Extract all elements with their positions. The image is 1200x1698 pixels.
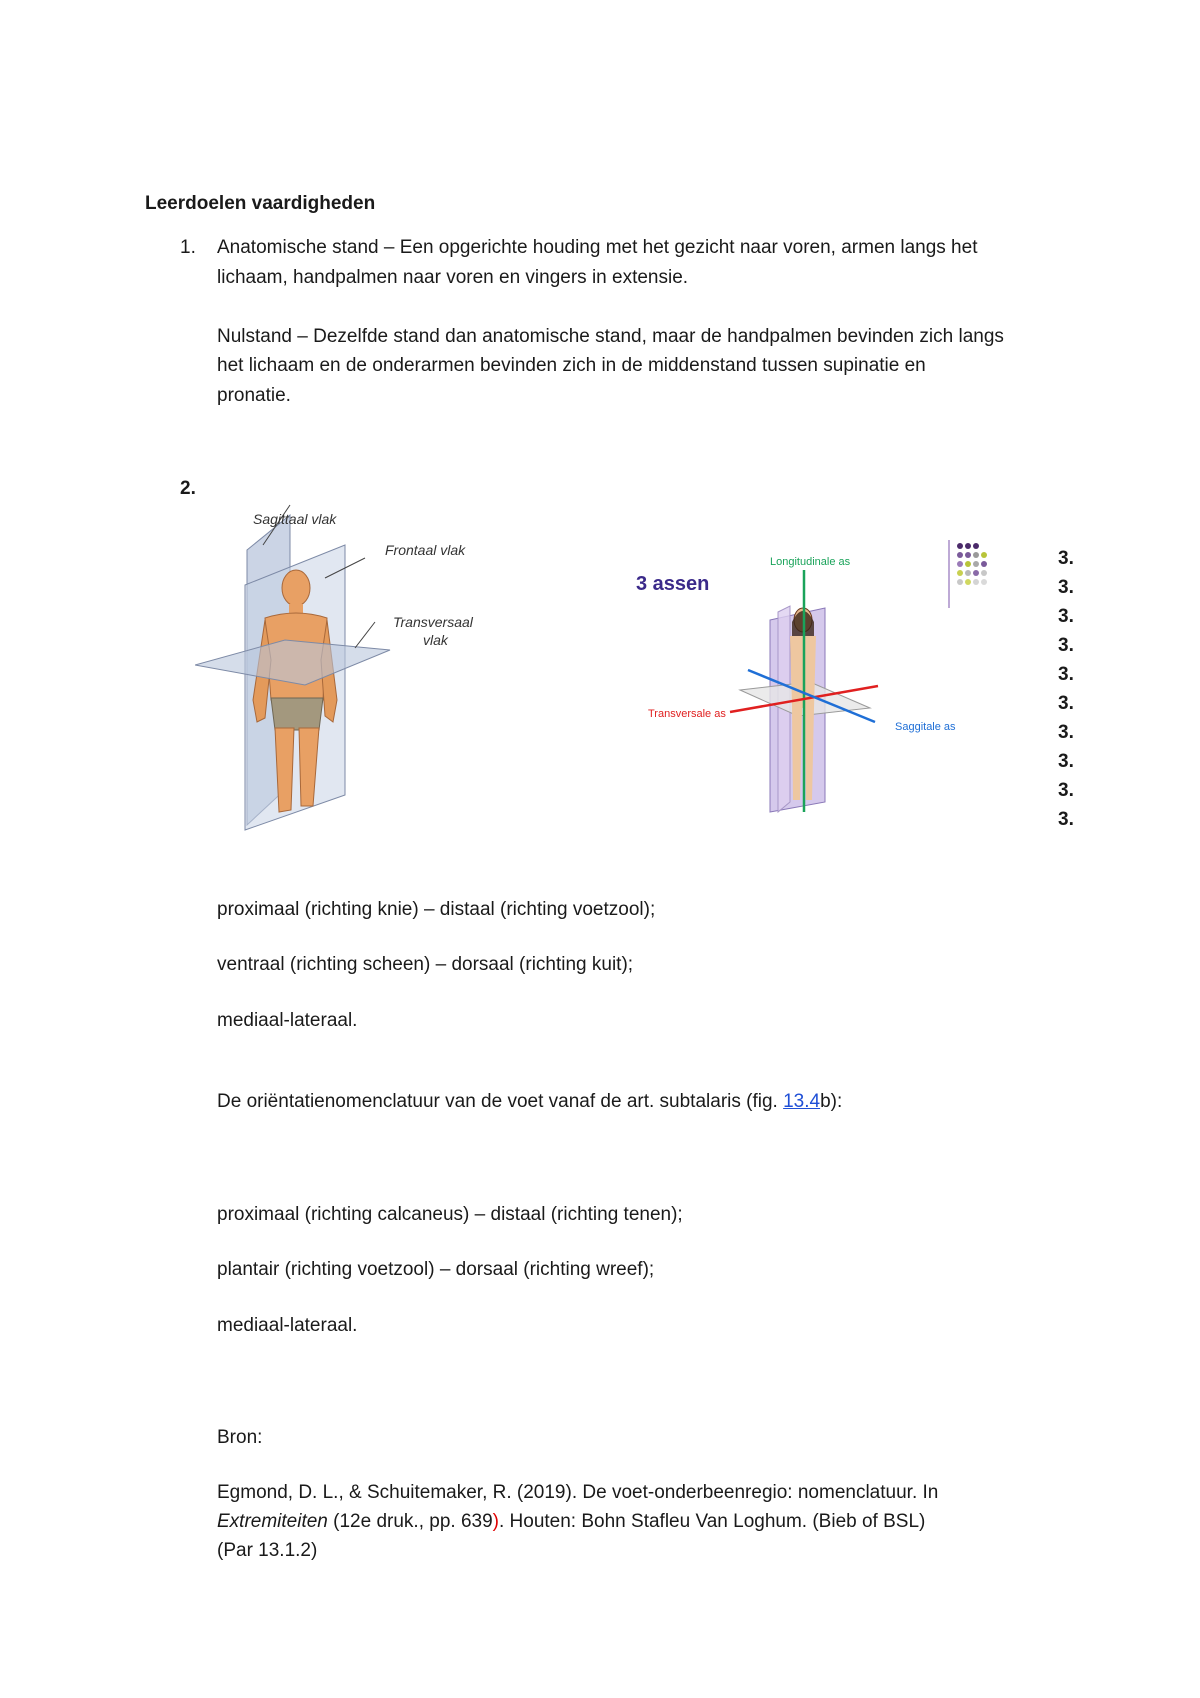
figure-link[interactable]: 13.4 <box>783 1091 821 1112</box>
foot-intro-text: De oriëntatienomenclatuur van de voet vanaf de art. subtalaris (fig. <box>217 1091 784 1112</box>
citation-line1: Egmond, D. L., & Schuitemaker, R. (2019). De voet-onderbeenregio: nomenclatuur. In <box>217 1482 939 1503</box>
item1-line1: Anatomische stand – Een opgerichte houding met het gezicht naar voren, armen langs het <box>217 237 978 258</box>
citation-line3: (Par 13.1.2) <box>217 1540 318 1561</box>
page-heading: Leerdoelen vaardigheden <box>145 193 376 214</box>
citation-publisher: . Houten: Bohn Stafleu Van Loghum. (Bieb of BSL) <box>498 1511 926 1532</box>
list-number: 3. <box>1058 664 1074 685</box>
transverse-plane-label-2: vlak <box>423 632 448 648</box>
foot-intro-suffix: b): <box>820 1091 843 1112</box>
numbered-column <box>1058 544 1098 834</box>
transverse-plane-shape <box>195 640 390 685</box>
leg-line1: proximaal (richting knie) – distaal (richting voetzool); <box>217 899 656 920</box>
anatomical-planes-figure <box>195 500 520 835</box>
sagittal-plane-label: Sagittaal vlak <box>253 511 337 527</box>
list-number: 3. <box>1058 780 1074 801</box>
list-number: 3. <box>1058 577 1074 598</box>
transverse-plane-label-1: Transversaal <box>393 614 473 630</box>
foot-line2: plantair (richting voetzool) – dorsaal (richting wreef); <box>217 1259 655 1280</box>
foot-intro <box>217 1087 1097 1117</box>
axes-title: 3 assen <box>636 573 710 595</box>
citation-line2 <box>217 1507 1097 1537</box>
sagittal-axis-label: Saggitale as <box>895 721 956 733</box>
citation-red-paren: ) <box>492 1511 499 1532</box>
transversal-axis-label: Transversale as <box>648 708 726 720</box>
three-axes-figure <box>630 540 1000 820</box>
longitudinal-axis-label: Longitudinale as <box>770 556 851 568</box>
leg-line3: mediaal-lateraal. <box>217 1010 358 1031</box>
list-number: 3. <box>1058 809 1074 830</box>
list-number: 3. <box>1058 548 1074 569</box>
list-number: 3. <box>1058 751 1074 772</box>
citation-edition: (12e druk., pp. 639 <box>327 1511 493 1532</box>
nulstand-line3: pronatie. <box>217 385 291 406</box>
source-label: Bron: <box>217 1427 263 1448</box>
list-number: 3. <box>1058 606 1074 627</box>
list-number: 3. <box>1058 693 1074 714</box>
foot-line3: mediaal-lateraal. <box>217 1315 358 1336</box>
list-number: 3. <box>1058 722 1074 743</box>
frontal-plane-label: Frontaal vlak <box>385 542 466 558</box>
list-number: 3. <box>1058 635 1074 656</box>
citation-book-title: Extremiteiten <box>217 1511 328 1532</box>
foot-line1: proximaal (richting calcaneus) – distaal (richting tenen); <box>217 1204 683 1225</box>
item1-line2: lichaam, handpalmen naar voren en vingers in extensie. <box>217 267 689 288</box>
dot-grid-decoration <box>949 540 987 608</box>
nulstand-line1: Nulstand – Dezelfde stand dan anatomische stand, maar de handpalmen bevinden zich langs <box>217 326 1004 347</box>
list-number-1: 1. <box>180 237 196 258</box>
leg-line2: ventraal (richting scheen) – dorsaal (richting kuit); <box>217 954 634 975</box>
nulstand-line2: het lichaam en de onderarmen bevinden zich in de middenstand tussen supinatie en <box>217 355 926 376</box>
list-number-2: 2. <box>180 478 196 499</box>
